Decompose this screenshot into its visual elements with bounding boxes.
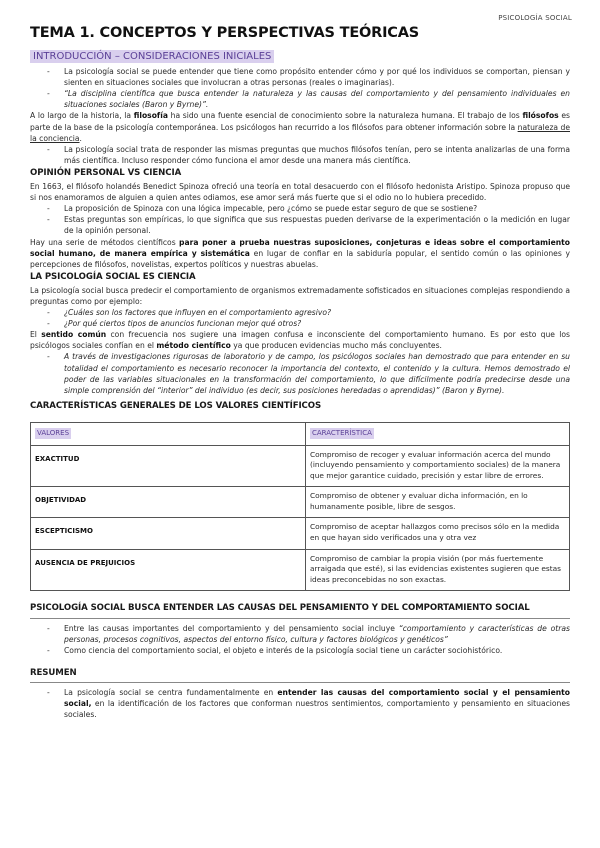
ciencia-paragraph-2: El sentido común con frecuencia nos sugiere una imagen confusa e inconsciente del comportamiento humano. Es por esto que los psicólogos sociales confían en el método científico ya que producen evidencias mucho más concluyentes.	[30, 330, 570, 351]
table-value-cell: Compromiso de obtener y evaluar dicha información, en lo humanamente posible, libre de sesgos.	[306, 487, 570, 518]
opinion-paragraph: En 1663, el filósofo holandés Benedict Spinoza ofreció una teoría en total desacuerdo con el filósofo hedonista Aristipo. Spinoza propuso que si nos enamoramos de alguien a quien antes odiamos, ese amor será más fuerte que si el odio no lo hubiera precedido.	[30, 182, 570, 203]
ciencia-list-2	[30, 351, 570, 395]
section-divider	[30, 682, 570, 683]
section-divider	[30, 618, 570, 619]
resumen-heading: RESUMEN	[30, 667, 77, 678]
list-item: - La psicología social se puede entender que tiene como propósito entender cómo y por qué los individuos se comportan, piensan y sienten en situaciones sociales que involucran a otras personas (reales o imaginarias).	[30, 66, 570, 88]
list-item: - Como ciencia del comportamiento social, el objeto e interés de la psicología social tiene un carácter sociohistórico.	[30, 645, 570, 656]
list-item: - ¿Cuáles son los factores que influyen en el comportamiento agresivo?	[30, 307, 570, 318]
ciencia-list	[30, 307, 570, 329]
intro-heading: INTRODUCCIÓN – CONSIDERACIONES INICIALES	[30, 50, 274, 63]
opinion-heading: OPINIÓN PERSONAL VS CIENCIA	[30, 167, 182, 178]
list-item: - Estas preguntas son empíricas, lo que significa que sus respuestas pueden derivarse de la experimentación o la medición en lugar de la opinión personal.	[30, 214, 570, 236]
list-item: - ¿Por qué ciertos tipos de anuncios funcionan mejor qué otros?	[30, 318, 570, 329]
table-header-cell: VALORES	[31, 422, 306, 445]
resumen-list	[30, 687, 570, 720]
table-value-cell: Compromiso de recoger y evaluar información acerca del mundo (incluyendo pensamiento y comportamiento sociales) de la manera que mejor garantice cuidado, precisión y estar libre de errores.	[306, 445, 570, 487]
table-key-cell: OBJETIVIDAD	[31, 487, 306, 518]
page-title: TEMA 1. CONCEPTOS Y PERSPECTIVAS TEÓRICAS	[30, 25, 420, 41]
intro-paragraph: A lo largo de la historia, la filosofía ha sido una fuente esencial de conocimiento sobre la naturaleza humana. El trabajo de los filósofos es parte de la base de la psicología contemporánea. Los psicólogos han recurrido a los filósofos para obtener información sobre la naturaleza de la conciencia.	[30, 111, 570, 143]
table-key-cell: AUSENCIA DE PREJUICIOS	[31, 549, 306, 591]
table-header-cell: CARACTERÍSTICA	[306, 422, 570, 445]
opinion-paragraph-2: Hay una serie de métodos científicos para poner a prueba nuestras suposiciones, conjeturas e ideas sobre el comportamiento social humano, de manera empírica y sistemática en lugar de confiar en la sabiduría popular, el sentido común o las opiniones y percepciones de filósofos, novelistas, expertos políticos y nuestras abuelas.	[30, 237, 570, 269]
causas-heading: PSICOLOGÍA SOCIAL BUSCA ENTENDER LAS CAUSAS DEL PENSAMIENTO Y DEL COMPORTAMIENTO SOCIAL	[30, 603, 530, 614]
table-key-cell: ESCEPTICISMO	[31, 518, 306, 549]
table-value-cell: Compromiso de cambiar la propia visión (por más fuertemente arraigada que esté), si las evidencias existentes sugieren que estas ideas preconcebidas no son exactas.	[306, 549, 570, 591]
list-item: - “La disciplina científica que busca entender la naturaleza y las causas del comportamiento y del pensamiento individuales en situaciones sociales (Baron y Byrne)”.	[30, 88, 570, 110]
table-row	[31, 518, 570, 549]
table-header-row	[31, 422, 570, 445]
ciencia-heading: LA PSICOLOGÍA SOCIAL ES CIENCIA	[30, 271, 196, 282]
table-row	[31, 549, 570, 591]
opinion-list	[30, 203, 570, 236]
list-item: - Entre las causas importantes del comportamiento y del pensamiento social incluye “comportamiento y características de otras personas, procesos cognitivos, aspectos del entorno físico, cultura y factores biológicos y genéticos”	[30, 623, 570, 645]
list-item: - La psicología social trata de responder las mismas preguntas que muchos filósofos tenían, pero se intenta analizarlas de una forma más científica. Incluso responder cómo funciona el amor desde una manera más científica.	[30, 144, 570, 166]
intro-list-2	[30, 144, 570, 166]
intro-list	[30, 66, 570, 110]
list-item: - A través de investigaciones rigurosas de laboratorio y de campo, los psicólogos sociales han demostrado que para entender en su totalidad el comportamiento es necesario reconocer la importancia del contexto, el contenido y la cultura. Hemos demostrado el poder de las variables situacionales en la transformación del comportamiento, lo que difícilmente podría predecirse desde una simple comprensión del “interior” del individuo (es decir, sus posiciones heredadas o aprendidas)” (Baron y Byrne).	[30, 351, 570, 395]
table-key-cell: EXACTITUD	[31, 445, 306, 487]
valores-heading: CARACTERÍSTICAS GENERALES DE LOS VALORES CIENTÍFICOS	[30, 400, 322, 411]
subject-header: PSICOLOGÍA SOCIAL	[498, 14, 572, 22]
list-item: - La proposición de Spinoza con una lógica impecable, pero ¿cómo se puede estar seguro de que se sostiene?	[30, 203, 570, 214]
table-value-cell: Compromiso de aceptar hallazgos como precisos sólo en la medida en que hayan sido verificados una y otra vez	[306, 518, 570, 549]
table-row	[31, 445, 570, 487]
list-item: - La psicología social se centra fundamentalmente en entender las causas del comportamiento social y el pensamiento social, en la identificación de los factores que conforman nuestros sentimientos, comportamiento y pensamiento en situaciones sociales.	[30, 687, 570, 720]
ciencia-paragraph: La psicología social busca predecir el comportamiento de organismos extremadamente sofisticados en situaciones complejas respondiendo a preguntas como por ejemplo:	[30, 285, 570, 306]
table-row	[31, 487, 570, 518]
document-body	[30, 48, 570, 720]
values-table	[30, 422, 570, 592]
causas-list	[30, 623, 570, 656]
